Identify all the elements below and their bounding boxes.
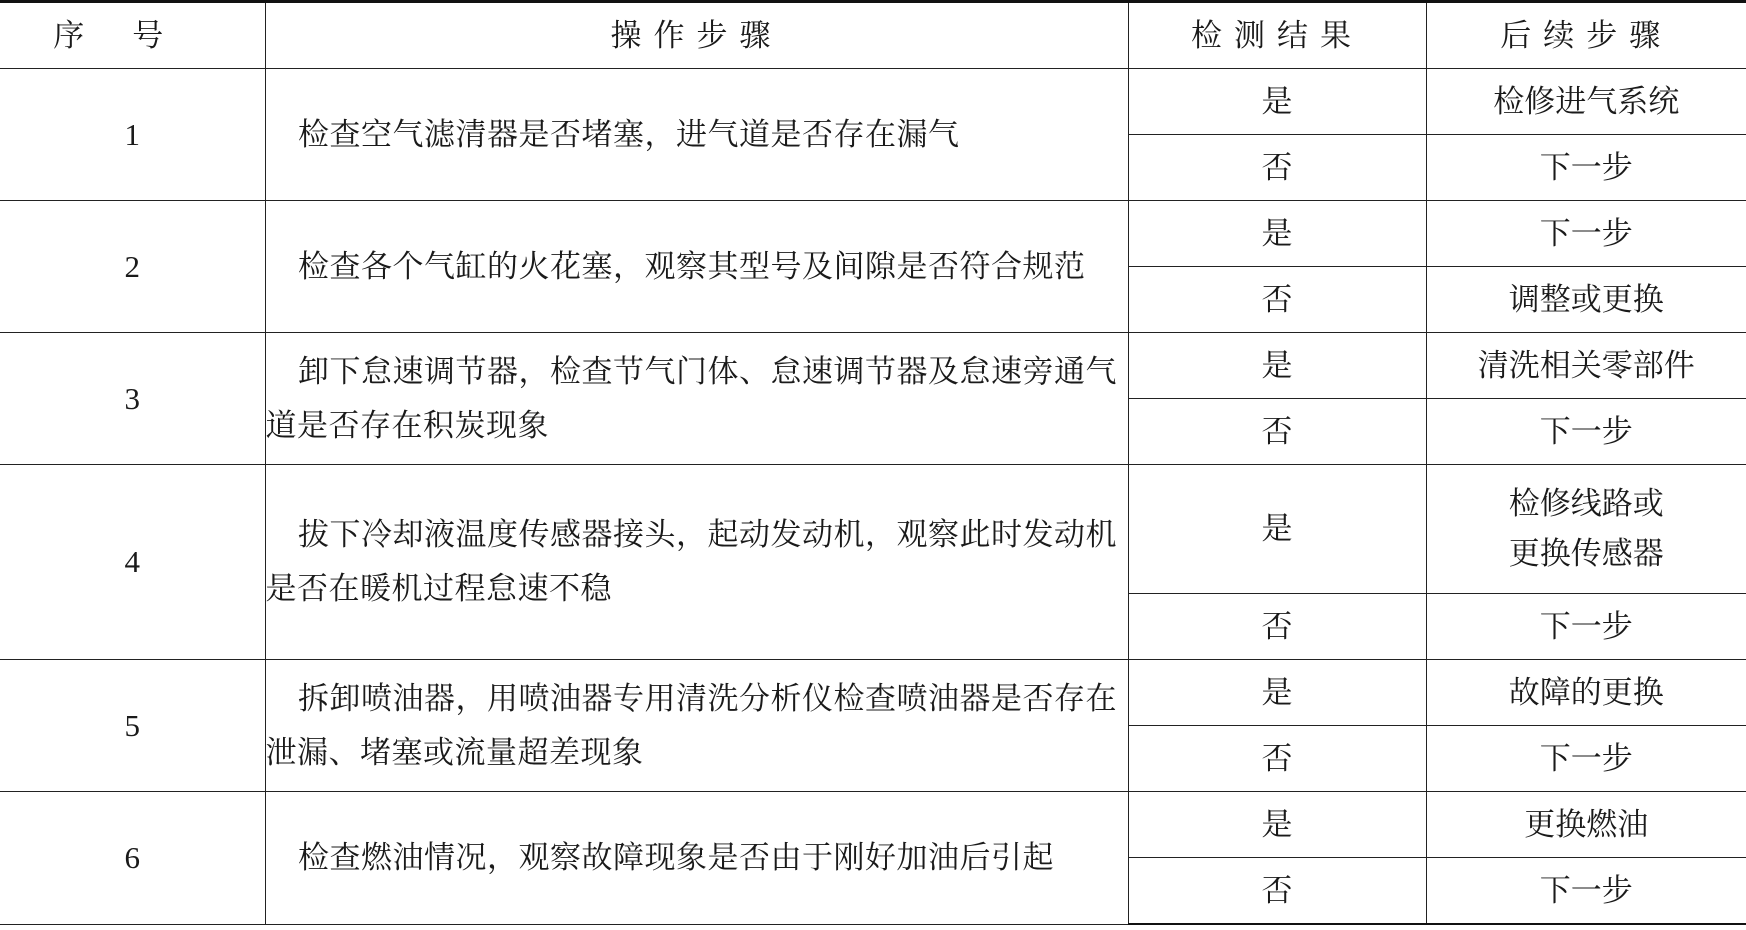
header-next: 后续步骤 xyxy=(1426,2,1746,69)
row-no-next: 下一步 xyxy=(1426,726,1746,792)
row-seq: 5 xyxy=(0,660,265,792)
row-yes-next-line: 更换传感器 xyxy=(1508,536,1664,572)
row-seq: 6 xyxy=(0,792,265,925)
row-seq: 2 xyxy=(0,201,265,333)
row-yes-next-line: 下一步 xyxy=(1539,215,1633,252)
row-step-text: 卸下怠速调节器，检查节气门体、怠速调节器及怠速旁通气道是否存在积炭现象 xyxy=(265,353,1118,444)
row-yes-result: 是 xyxy=(1128,792,1426,858)
row-step xyxy=(265,465,1128,660)
table-body xyxy=(0,69,1746,925)
row-yes-next-line: 检修线路或 xyxy=(1508,486,1664,522)
table-row xyxy=(0,201,1746,267)
header-seq: 序号 xyxy=(0,2,265,69)
table-row xyxy=(0,69,1746,135)
row-no-result: 否 xyxy=(1128,726,1426,792)
row-no-result: 否 xyxy=(1128,858,1426,925)
row-no-result: 否 xyxy=(1128,135,1426,201)
row-step xyxy=(265,333,1128,465)
table-row xyxy=(0,792,1746,858)
row-step-text: 检查燃油情况，观察故障现象是否由于刚好加油后引起 xyxy=(298,839,1055,876)
row-yes-next xyxy=(1426,201,1746,267)
table-header xyxy=(0,2,1746,69)
row-no-next: 下一步 xyxy=(1426,135,1746,201)
row-yes-next xyxy=(1426,465,1746,594)
row-step xyxy=(265,69,1128,201)
row-seq: 4 xyxy=(0,465,265,660)
table-row xyxy=(0,465,1746,594)
row-no-next: 下一步 xyxy=(1426,399,1746,465)
row-seq: 3 xyxy=(0,333,265,465)
row-yes-next xyxy=(1426,333,1746,399)
row-step xyxy=(265,201,1128,333)
header-step: 操作步骤 xyxy=(265,2,1128,69)
row-no-next: 下一步 xyxy=(1426,858,1746,925)
row-step xyxy=(265,792,1128,925)
table-row xyxy=(0,333,1746,399)
row-yes-next xyxy=(1426,792,1746,858)
row-yes-next-line: 清洗相关零部件 xyxy=(1477,347,1695,384)
row-no-result: 否 xyxy=(1128,399,1426,465)
row-no-next: 下一步 xyxy=(1426,594,1746,660)
row-step-text: 拆卸喷油器，用喷油器专用清洗分析仪检查喷油器是否存在泄漏、堵塞或流量超差现象 xyxy=(265,680,1118,771)
row-yes-result: 是 xyxy=(1128,465,1426,594)
row-step-text: 拔下冷却液温度传感器接头，起动发动机，观察此时发动机是否在暖机过程怠速不稳 xyxy=(265,517,1118,607)
row-seq: 1 xyxy=(0,69,265,201)
row-yes-result: 是 xyxy=(1128,201,1426,267)
row-step-text: 检查各个气缸的火花塞，观察其型号及间隙是否符合规范 xyxy=(298,248,1086,285)
row-yes-next-line: 故障的更换 xyxy=(1508,674,1664,711)
row-step xyxy=(265,660,1128,792)
row-yes-result: 是 xyxy=(1128,333,1426,399)
row-yes-next-line: 检修进气系统 xyxy=(1493,83,1680,120)
header-result: 检测结果 xyxy=(1128,2,1426,69)
row-yes-result: 是 xyxy=(1128,660,1426,726)
row-no-next: 调整或更换 xyxy=(1426,267,1746,333)
row-yes-result: 是 xyxy=(1128,69,1426,135)
row-no-result: 否 xyxy=(1128,594,1426,660)
header-row xyxy=(0,2,1746,69)
row-yes-next xyxy=(1426,660,1746,726)
row-yes-next-line: 更换燃油 xyxy=(1524,806,1649,843)
row-yes-next xyxy=(1426,69,1746,135)
row-step-text: 检查空气滤清器是否堵塞，进气道是否存在漏气 xyxy=(298,116,960,153)
row-no-result: 否 xyxy=(1128,267,1426,333)
table-row xyxy=(0,660,1746,726)
